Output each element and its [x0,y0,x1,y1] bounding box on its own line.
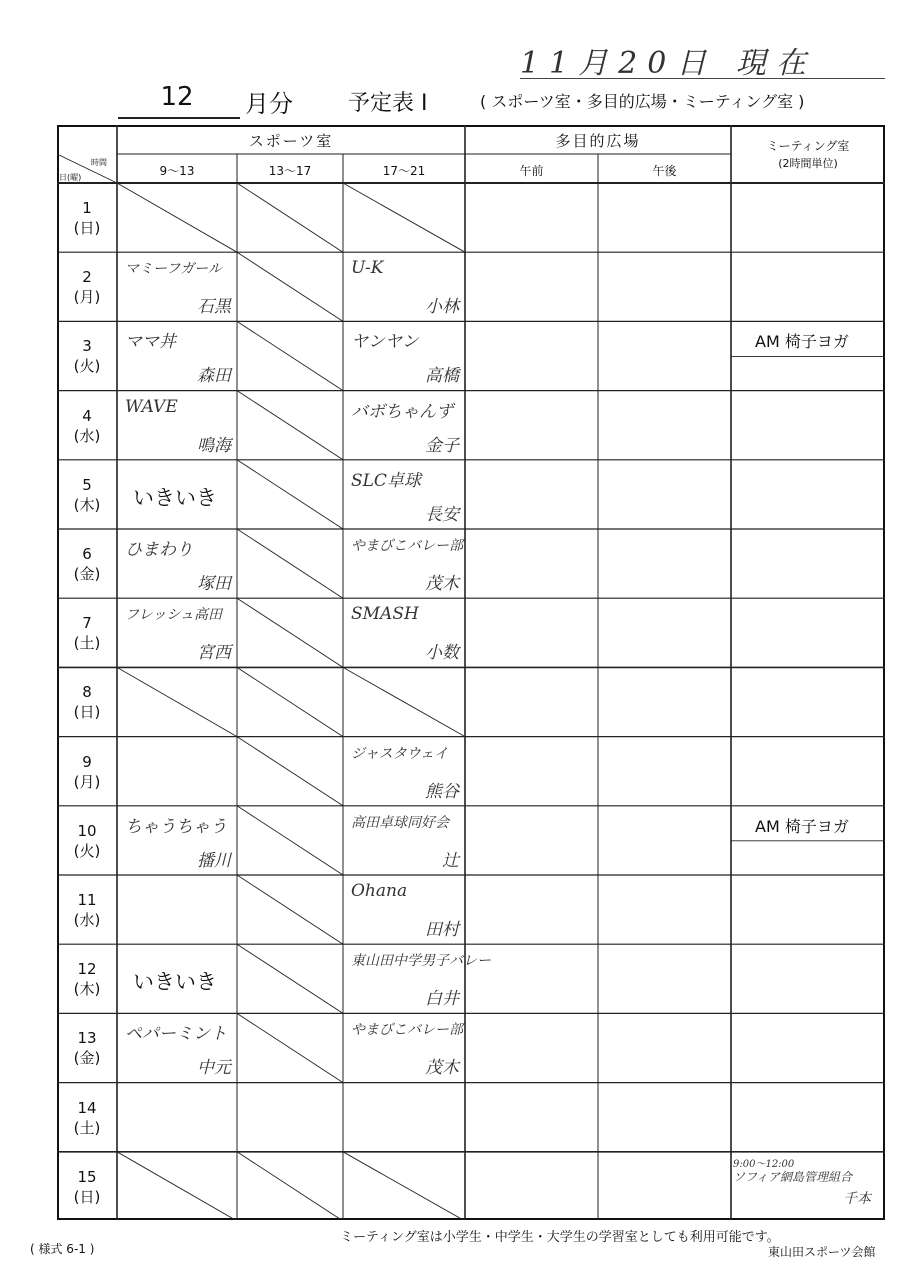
day-label [57,198,117,238]
slot-am: 午前 [519,164,544,178]
booking-team: ひまわり [125,540,193,560]
booking-representative: 田村 [425,920,459,940]
day-date: 15 [77,1167,97,1186]
footer-note: ミーティング室は小学生・中学生・大学生の学習室としても利用可能です。 [340,1230,780,1245]
meeting-hand-time: 9:00～12:00 [733,1158,795,1170]
booking-team: ママ丼 [125,332,176,353]
schedule-grid [57,125,885,1220]
booking-cross-s2 [237,737,343,806]
day-label [57,1028,117,1068]
day-of-week: (日) [73,219,101,237]
day-label [57,890,117,930]
booking-cross-s3 [343,667,465,736]
booking-representative: 小数 [425,643,459,664]
date-stamp-underline [520,78,885,79]
booking-team: やまびこバレー部 [351,538,463,554]
meeting-booking: AM 椅子ヨガ [755,816,849,836]
schedule-title: 予定表 I [348,91,428,116]
meeting-hand-rep: 千本 [843,1190,871,1207]
day-date: 11 [77,891,97,909]
booking-representative: 鳴海 [197,435,231,456]
booking-cross-s2 [237,321,343,390]
booking-cross-s2 [237,598,343,667]
booking-representative: 宮西 [197,643,231,664]
day-date: 6 [82,545,92,563]
booking-team: やまびこバレー部 [351,1022,463,1039]
footer-organization: 東山田スポーツ会館 [768,1245,876,1259]
booking-cross-s1 [117,183,237,252]
day-date: 14 [77,1098,97,1117]
day-date: 2 [82,268,92,287]
booking-team: ジャスタウェイ [351,745,449,762]
day-of-week: (月) [73,288,101,307]
day-date: 9 [82,752,92,771]
day-of-week: (水) [73,911,101,929]
booking-team: ヤンヤン [351,332,419,353]
booking-representative: 高橋 [425,366,459,387]
day-label [57,1167,117,1207]
schedule-subtitle: ( スポーツ室・多目的広場・ミーティング室 ) [480,92,805,111]
booking-team: U-K [351,258,384,279]
day-of-week: (火) [73,841,101,860]
day-label [57,1098,117,1138]
booking-representative: 森田 [197,366,231,387]
booking-team: マミーフガール [125,261,222,278]
day-label [57,752,117,792]
booking-cross-s2 [237,252,343,321]
booking-representative: 茂木 [425,1058,459,1079]
booking-representative: 中元 [197,1058,231,1079]
header-sports-room: スポーツ室 [248,132,334,150]
booking-representative: 辻 [442,850,459,871]
slot-13-17: 13～17 [268,164,312,178]
booking-team: SMASH [351,604,419,625]
header-meeting-room: ミーティング室 [766,139,850,153]
day-date: 5 [82,475,92,494]
booking-team: SLC卓球 [351,470,421,491]
day-date: 3 [82,337,92,356]
booking-cross-s2 [237,875,343,944]
day-label [57,613,117,653]
day-date: 13 [77,1029,97,1048]
slot-17-21: 17～21 [382,164,426,178]
booking-team: Ohana [351,881,408,901]
booking-cross-s2 [237,1152,343,1220]
day-label [57,821,117,861]
day-of-week: (木) [73,495,101,514]
booking-representative: 金子 [425,435,459,456]
day-date: 4 [82,406,92,425]
booking-team: 東山田中学男子バレー [351,953,491,970]
day-of-week: (日) [73,1187,101,1206]
booking-team: バボちゃんず [351,401,453,422]
day-label [57,544,117,584]
day-label [57,406,117,446]
booking-cross-s2 [237,183,343,252]
booking-cross-s2 [237,391,343,460]
booking-team: ちゃうちゃう [125,816,227,837]
day-date: 10 [77,821,97,840]
header-plaza: 多目的広場 [555,132,641,150]
meeting-hand-team: ソフィア網島管理組合 [733,1169,853,1184]
booking-cross-s2 [237,806,343,875]
day-of-week: (木) [73,980,101,999]
day-date: 1 [82,199,92,217]
booking-representative: 石黒 [197,297,231,318]
booking-cross-s2 [237,1013,343,1082]
booking-cross-s2 [237,944,343,1013]
corner-day-label: 日(曜) [59,173,82,182]
grid-lines [57,125,885,1220]
day-label [57,267,117,307]
day-date: 12 [77,960,97,979]
booking-cross-s3 [343,1152,465,1220]
booking-cross-s1 [117,667,237,736]
day-label [57,682,117,722]
booking-cross-s3 [343,183,465,252]
booking-representative: 小林 [425,297,459,318]
booking-team: フレッシュ高田 [125,607,223,624]
grid-border [58,126,884,1219]
day-of-week: (水) [73,426,101,445]
day-of-week: (月) [73,772,101,791]
booking-cross-s2 [237,529,343,598]
booking-representative: 塚田 [197,574,231,594]
corner-time-label: 時間 [91,158,107,167]
day-label [57,959,117,999]
booking-team: ペパーミント [125,1024,227,1045]
day-of-week: (金) [73,565,101,583]
date-stamp: 11月20日 現在 [520,46,816,81]
day-of-week: (土) [73,1118,101,1137]
day-of-week: (金) [73,1049,101,1068]
booking-cross-s1 [117,1152,237,1220]
day-label [57,336,117,376]
slot-pm: 午後 [652,164,677,178]
booking-typed: いきいき [133,970,217,995]
booking-cross-s2 [237,667,343,736]
booking-representative: 長安 [425,504,459,525]
day-of-week: (日) [73,703,101,722]
meeting-booking: AM 椅子ヨガ [755,332,849,352]
day-date: 8 [82,683,92,702]
slot-9-13: 9～13 [159,164,195,178]
month-suffix: 月分 [245,90,293,118]
form-number: ( 様式 6-1 ) [30,1242,95,1256]
booking-team: 高田卓球同好会 [351,814,449,831]
booking-representative: 熊谷 [425,781,459,802]
booking-representative: 白井 [425,989,459,1010]
day-of-week: (火) [73,357,101,376]
booking-team: WAVE [125,396,178,417]
month-underline [118,117,240,119]
month-number: 12 [160,82,194,112]
booking-representative: 播川 [197,850,231,871]
booking-typed: いきいき [133,485,217,510]
day-label [57,475,117,515]
day-of-week: (土) [73,634,101,653]
booking-representative: 茂木 [425,574,459,594]
header-meeting-unit: (2時間単位) [778,157,838,170]
booking-cross-s2 [237,460,343,529]
day-date: 7 [82,614,92,633]
